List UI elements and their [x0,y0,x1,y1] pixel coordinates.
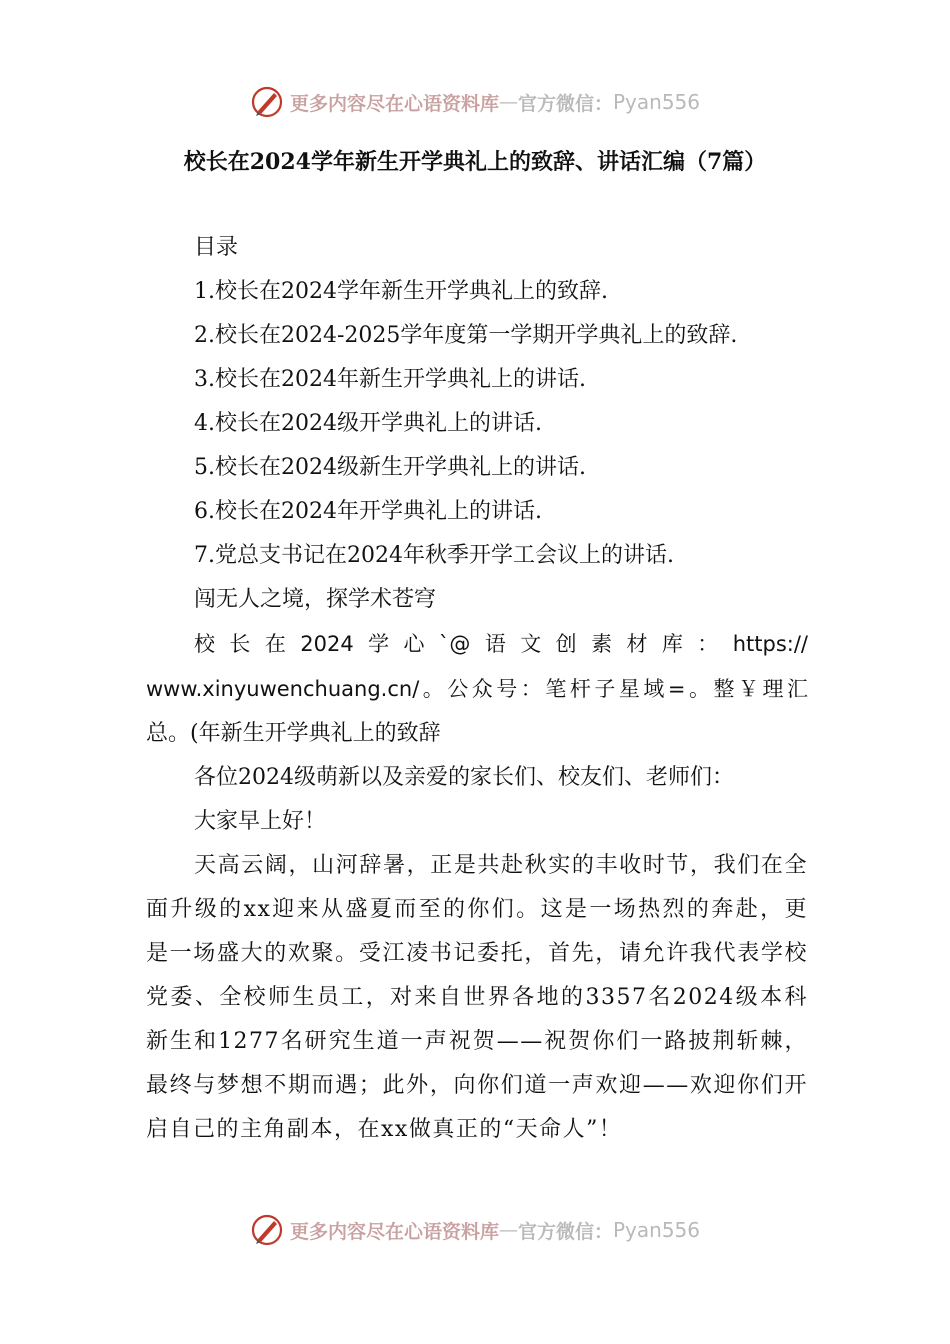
watermark-text: 总。(年新生开学典礼上的致辞 [146,721,441,746]
document-body [146,226,808,1152]
toc-item[interactable]: 3.校长在2024年新生开学典礼上的讲话. [194,367,586,392]
watermark-text: 校长在2024学心`@语文创素材库：https:// [194,632,808,656]
toc-heading: 目录 [194,235,239,260]
toc-item[interactable]: 5.校长在2024级新生开学典礼上的讲话. [194,455,586,480]
hello-line: 大家早上好！ [194,809,327,834]
toc-item[interactable]: 1.校长在2024学年新生开学典礼上的致辞. [194,279,608,304]
pen-logo-icon [250,1213,284,1247]
banner-separator: — [498,91,518,113]
banner-wechat-label: 官方微信： [517,1220,613,1243]
banner-separator: — [498,1219,518,1241]
motto-line: 闯无人之境，探学术苍穹 [194,587,437,612]
body-paragraph: 天高云阔，山河辞暑，正是共赴秋实的丰收时节，我们在全面升级的xx迎来从盛夏而至的你们。这是一场热烈的奔赴，更是一场盛大的欢聚。受江凌书记委托，首先，请允许我代表学校党委、全校师生员工，对来自世界各地的3357名2024级本科新生和1277名研究生道一声祝贺——祝贺你们一路披荆斩棘，最终与梦想不期而遇；此外，向你们道一声欢迎——欢迎你们开启自己的主角副本，在xx做真正的“天命人”！ [146,853,808,1142]
greeting-line: 各位2024级萌新以及亲爱的家长们、校友们、老师们： [194,765,734,790]
watermark-line [146,622,808,667]
watermark-text: www.xinyuwenchuang.cn/。公众号：笔杆子星域=。整￥理汇 [146,677,808,701]
toc-item[interactable]: 7.党总支书记在2024年秋季开学工会议上的讲话. [194,543,674,568]
banner-wechat-id: Pyan556 [613,1218,701,1242]
banner-wechat-id: Pyan556 [613,90,701,114]
document-title: 校长在2024学年新生开学典礼上的致辞、讲话汇编（7篇） [183,149,767,175]
banner-text: 更多内容尽在心语资料库 [289,1220,499,1243]
footer-banner [0,1210,950,1250]
toc-item[interactable]: 2.校长在2024-2025学年度第一学期开学典礼上的致辞. [194,323,738,348]
toc-item[interactable]: 4.校长在2024级开学典礼上的讲话. [194,411,542,436]
banner-wechat-label: 官方微信： [517,92,613,115]
banner-text: 更多内容尽在心语资料库 [289,92,499,115]
pen-logo-icon [250,85,284,119]
header-banner [0,82,950,122]
watermark-line [146,712,808,756]
watermark-line [146,667,808,712]
toc-item[interactable]: 6.校长在2024年开学典礼上的讲话. [194,499,542,524]
